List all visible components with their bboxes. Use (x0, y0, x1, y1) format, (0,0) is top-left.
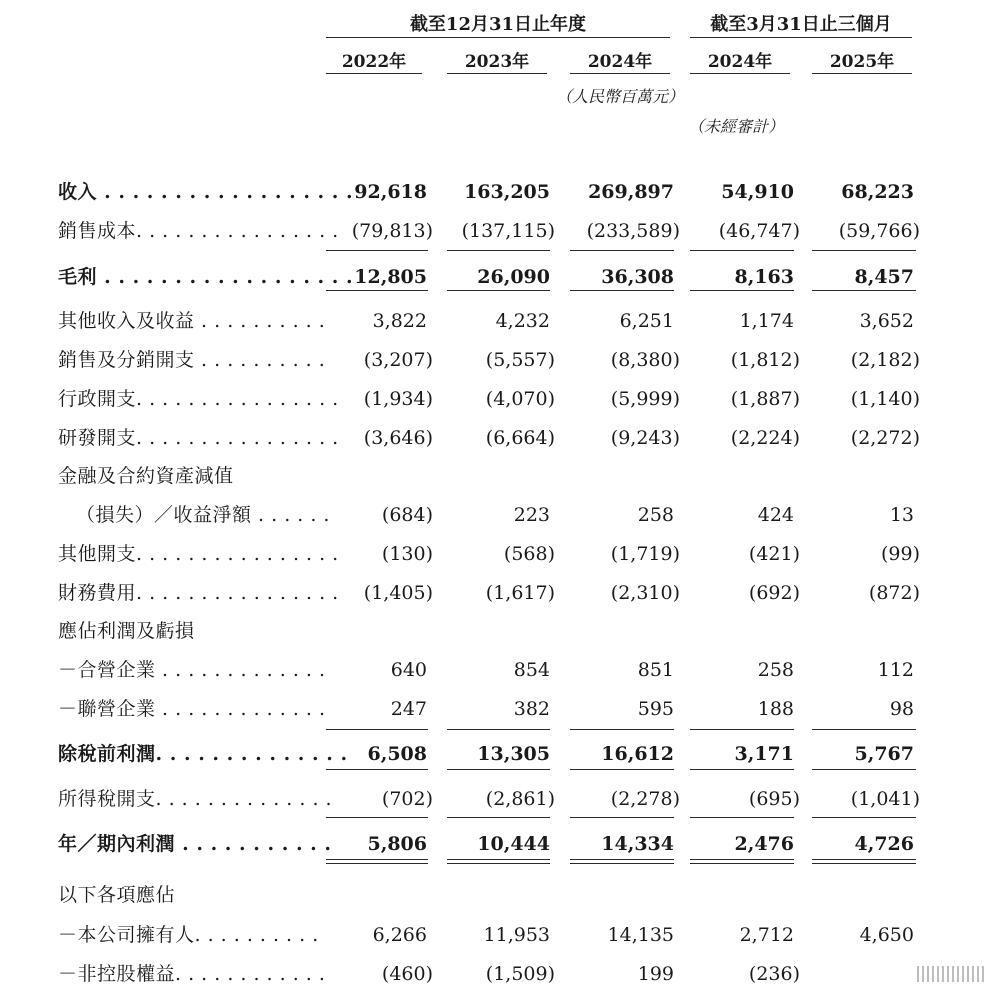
row-value-col-3: 269,897 (588, 181, 674, 203)
table-row (0, 461, 1000, 491)
associates-rule-5 (812, 729, 916, 730)
row-value-col-2: 223 (513, 504, 550, 526)
row-label: －聯營企業 . . . . . . . . . . . . . (58, 698, 326, 720)
row-value-col-5: 5,767 (854, 743, 914, 765)
row-value-col-3: (5,999) (610, 388, 680, 410)
row-value-col-4: 2,476 (734, 833, 794, 855)
row-value-col-2: (137,115) (461, 220, 555, 242)
cogs-rule-1 (326, 250, 428, 251)
row-label: 金融及合約資產減值 (58, 465, 234, 487)
profit-double-rule-3 (570, 859, 674, 864)
row-value-col-3: (9,243) (610, 427, 680, 449)
row-value-col-4: (1,887) (730, 388, 800, 410)
row-label: 年／期內利潤 . . . . . . . . . . . (58, 833, 332, 855)
row-value-col-1: (3,207) (363, 349, 433, 371)
row-value-col-3: (1,719) (610, 543, 680, 565)
row-value-col-1: 6,266 (372, 924, 427, 946)
table-row (0, 655, 1000, 685)
row-value-col-3: (8,380) (610, 349, 680, 371)
profit-double-rule-1 (326, 859, 428, 864)
row-value-col-1: (3,646) (363, 427, 433, 449)
row-label: 銷售成本. . . . . . . . . . . . . . . . (58, 220, 339, 242)
row-value-col-2: (1,617) (485, 582, 555, 604)
row-value-col-5: 4,650 (859, 924, 914, 946)
row-value-col-3: 258 (637, 504, 674, 526)
gross-profit-rule-4 (690, 290, 794, 291)
row-value-col-1: 640 (390, 659, 427, 681)
row-value-col-2: 10,444 (477, 833, 550, 855)
tax-rule-4 (690, 817, 794, 818)
row-value-col-5: (99) (880, 543, 920, 565)
cogs-rule-4 (690, 250, 794, 251)
table-row (0, 784, 1000, 814)
row-value-col-3: 851 (637, 659, 674, 681)
row-value-col-3: 14,334 (601, 833, 674, 855)
profit-double-rule-5 (812, 859, 916, 864)
row-label: 其他收入及收益 . . . . . . . . . . (58, 310, 326, 332)
row-value-col-1: (460) (381, 963, 433, 985)
table-row (0, 616, 1000, 646)
year-header-2024: 2024年 (587, 52, 653, 72)
associates-rule-4 (690, 729, 794, 730)
table-row (0, 959, 1000, 989)
annual-header-rule (326, 37, 670, 38)
row-value-col-1: 12,805 (354, 266, 427, 288)
row-value-col-4: (695) (748, 788, 800, 810)
row-value-col-5: (2,182) (850, 349, 920, 371)
table-row (0, 306, 1000, 336)
row-value-col-2: 163,205 (464, 181, 550, 203)
pbt-rule-2 (447, 769, 550, 770)
row-value-col-2: (1,509) (485, 963, 555, 985)
row-value-col-2: (6,664) (485, 427, 555, 449)
row-value-col-1: (79,813) (351, 220, 433, 242)
pbt-rule-4 (690, 769, 794, 770)
row-value-col-5: (1,140) (850, 388, 920, 410)
row-label: 財務費用. . . . . . . . . . . . . . . . (58, 582, 339, 604)
cogs-rule-2 (447, 250, 550, 251)
row-value-col-1: (1,405) (363, 582, 433, 604)
table-row (0, 500, 1000, 530)
table-row (0, 694, 1000, 724)
row-label: 所得稅開支. . . . . . . . . . . . . . (58, 788, 333, 810)
associates-rule-2 (447, 729, 550, 730)
year-header-2025-q: 2025年 (829, 52, 895, 72)
quarter-period-header: 截至3月31日止三個月 (710, 14, 892, 35)
row-value-col-3: 595 (637, 698, 674, 720)
row-value-col-1: (1,934) (363, 388, 433, 410)
table-row (0, 578, 1000, 608)
row-value-col-4: 2,712 (739, 924, 794, 946)
row-label: －本公司擁有人. . . . . . . . . . (58, 924, 319, 946)
row-value-col-5: 4,726 (854, 833, 914, 855)
row-value-col-5: 13 (889, 504, 914, 526)
row-label: 應佔利潤及虧損 (58, 620, 195, 642)
row-value-col-5: (2,272) (850, 427, 920, 449)
row-value-col-1: 6,508 (367, 743, 427, 765)
gross-profit-rule-3 (570, 290, 674, 291)
pbt-rule-1 (326, 769, 428, 770)
row-value-col-2: (5,557) (485, 349, 555, 371)
row-value-col-1: (684) (381, 504, 433, 526)
pbt-rule-3 (570, 769, 674, 770)
row-value-col-5: 8,457 (854, 266, 914, 288)
row-value-col-4: 8,163 (734, 266, 794, 288)
row-value-col-4: 3,171 (734, 743, 794, 765)
row-value-col-1: 92,618 (354, 181, 427, 203)
row-value-col-5: (59,766) (838, 220, 920, 242)
row-value-col-4: (2,224) (730, 427, 800, 449)
row-label: （損失）／收益淨額 . . . . . . (76, 504, 330, 526)
quarter-header-rule (690, 37, 912, 38)
row-label: －非控股權益. . . . . . . . . . . . (58, 963, 326, 985)
year-rule-4 (690, 73, 790, 74)
row-label: 行政開支. . . . . . . . . . . . . . . . (58, 388, 339, 410)
gross-profit-rule-5 (812, 290, 916, 291)
table-row (0, 177, 1000, 207)
row-label: －合營企業 . . . . . . . . . . . . . (58, 659, 326, 681)
row-value-col-1: 5,806 (367, 833, 427, 855)
table-row (0, 880, 1000, 910)
row-label: 除稅前利潤. . . . . . . . . . . . . . (58, 743, 348, 765)
row-value-col-4: (46,747) (718, 220, 800, 242)
row-value-col-3: (2,278) (610, 788, 680, 810)
table-row (0, 739, 1000, 769)
row-value-col-5: 112 (877, 659, 914, 681)
row-value-col-2: (4,070) (485, 388, 555, 410)
row-value-col-4: 1,174 (739, 310, 794, 332)
row-label: 以下各項應佔 (58, 884, 176, 906)
row-value-col-5: 98 (889, 698, 914, 720)
row-label: 研發開支. . . . . . . . . . . . . . . . (58, 427, 339, 449)
row-value-col-1: (702) (381, 788, 433, 810)
gross-profit-rule-2 (447, 290, 550, 291)
cogs-rule-3 (570, 250, 674, 251)
row-value-col-4: (236) (748, 963, 800, 985)
row-value-col-2: 382 (513, 698, 550, 720)
row-value-col-3: 199 (637, 963, 674, 985)
row-value-col-2: 4,232 (495, 310, 550, 332)
row-value-col-3: (233,589) (586, 220, 680, 242)
row-value-col-4: 258 (757, 659, 794, 681)
row-value-col-2: 26,090 (477, 266, 550, 288)
unaudited-note: （未經審計） (688, 117, 785, 136)
row-value-col-4: 54,910 (721, 181, 794, 203)
row-value-col-3: 6,251 (619, 310, 674, 332)
row-label: 其他開支. . . . . . . . . . . . . . . . (58, 543, 339, 565)
row-value-col-4: (692) (748, 582, 800, 604)
year-header-2024-q: 2024年 (707, 52, 773, 72)
table-row (0, 262, 1000, 292)
row-value-col-4: (1,812) (730, 349, 800, 371)
year-header-2022: 2022年 (341, 52, 407, 72)
watermark-logo (912, 961, 988, 987)
row-value-col-2: (2,861) (485, 788, 555, 810)
row-label: 銷售及分銷開支 . . . . . . . . . . (58, 349, 326, 371)
year-header-2023: 2023年 (464, 52, 530, 72)
associates-rule-3 (570, 729, 674, 730)
tax-rule-5 (812, 817, 916, 818)
row-value-col-2: 13,305 (477, 743, 550, 765)
tax-rule-1 (326, 817, 428, 818)
row-value-col-3: 16,612 (601, 743, 674, 765)
row-value-col-5: 3,652 (859, 310, 914, 332)
tax-rule-2 (447, 817, 550, 818)
row-value-col-5: (872) (868, 582, 920, 604)
row-value-col-5: (1,041) (850, 788, 920, 810)
cogs-rule-5 (812, 250, 916, 251)
row-value-col-2: (568) (503, 543, 555, 565)
pbt-rule-5 (812, 769, 916, 770)
year-rule-1 (326, 73, 422, 74)
row-value-col-3: 36,308 (601, 266, 674, 288)
associates-rule-1 (326, 729, 428, 730)
table-row (0, 539, 1000, 569)
unit-note: （人民幣百萬元） (556, 87, 685, 106)
row-value-col-1: 247 (390, 698, 427, 720)
year-rule-5 (812, 73, 912, 74)
table-row (0, 216, 1000, 246)
year-rule-3 (570, 73, 670, 74)
row-value-col-3: (2,310) (610, 582, 680, 604)
row-value-col-5: 68,223 (841, 181, 914, 203)
annual-period-header: 截至12月31日止年度 (409, 14, 587, 35)
profit-double-rule-2 (447, 859, 550, 864)
row-value-col-4: (421) (748, 543, 800, 565)
row-value-col-4: 424 (757, 504, 794, 526)
row-label: 毛利 . . . . . . . . . . . . . . . . . . (58, 266, 354, 288)
tax-rule-3 (570, 817, 674, 818)
row-value-col-3: 14,135 (607, 924, 674, 946)
row-label: 收入 . . . . . . . . . . . . . . . . . . (58, 181, 354, 203)
gross-profit-rule-1 (326, 290, 428, 291)
row-value-col-4: 188 (757, 698, 794, 720)
profit-double-rule-4 (690, 859, 794, 864)
table-row (0, 920, 1000, 950)
row-value-col-2: 854 (513, 659, 550, 681)
row-value-col-1: (130) (381, 543, 433, 565)
table-row (0, 384, 1000, 414)
row-value-col-1: 3,822 (372, 310, 427, 332)
table-row (0, 829, 1000, 859)
table-row (0, 345, 1000, 375)
row-value-col-2: 11,953 (483, 924, 550, 946)
year-rule-2 (447, 73, 547, 74)
table-row (0, 423, 1000, 453)
